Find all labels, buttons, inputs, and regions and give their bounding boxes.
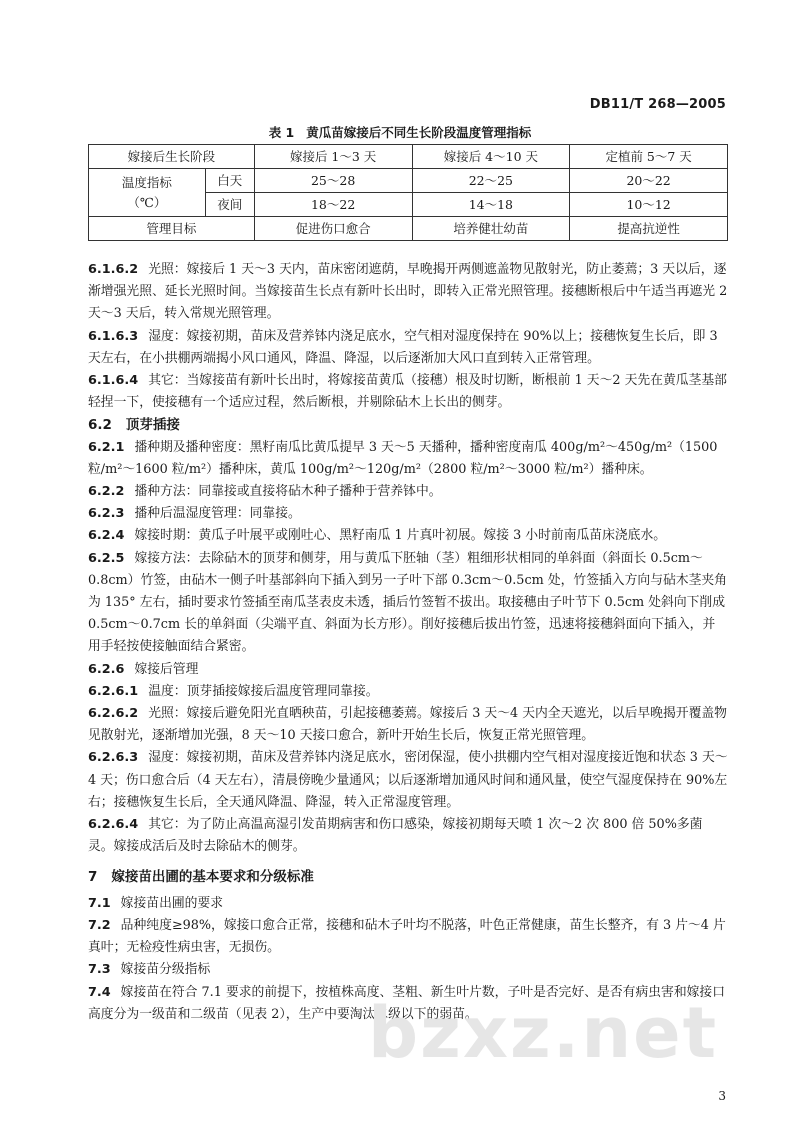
table-header-cell: 嫁接后 4～10 天 bbox=[412, 145, 570, 169]
clause-7-1 bbox=[88, 893, 728, 915]
clause-6-2-6-4 bbox=[88, 814, 728, 858]
section-number: 7 bbox=[88, 869, 98, 886]
temp-index-cell bbox=[89, 169, 206, 217]
clause-text: 播种方法：同靠接或直接将砧木种子播种于营养钵中。 bbox=[134, 484, 442, 500]
clause-7-2 bbox=[88, 915, 728, 959]
clause-text: 嫁接后管理 bbox=[134, 661, 199, 677]
clause-6-2-6-1 bbox=[88, 681, 728, 703]
clause-6-2-6-2 bbox=[88, 703, 728, 747]
page-number: 3 bbox=[718, 1089, 726, 1103]
night-label: 夜间 bbox=[205, 193, 254, 217]
table-row-day bbox=[89, 169, 728, 193]
table-cell: 提高抗逆性 bbox=[570, 217, 728, 241]
goal-label: 管理目标 bbox=[89, 217, 255, 241]
clause-text: 其它：当嫁接苗有新叶长出时，将嫁接苗黄瓜（接穗）根及时切断，断根前 1 天～2 天先在黄瓜茎基部轻捏一下，使接穗有一个适应过程，然后断根，并剔除砧木上长出的侧芽。 bbox=[88, 373, 727, 411]
clause-number: 7.4 bbox=[88, 984, 111, 1000]
watermark: bzxz.net bbox=[368, 992, 719, 1074]
clause-number: 6.2.6.2 bbox=[88, 706, 139, 722]
clause-text: 播种期及播种密度：黑籽南瓜比黄瓜提早 3 天～5 天播种，播种密度南瓜 400g/m²～450g/m²（1500 粒/m²～1600 粒/m²）播种床，黄瓜 100g/m²～120g/m²（2800 粒/m²～3000 粒/m²）播种床。 bbox=[88, 439, 718, 477]
clause-6-1-6-2 bbox=[88, 259, 728, 326]
clause-text: 其它：为了防止高温高湿引发苗期病害和伤口感染，嫁接初期每天喷 1 次～2 次 800 倍 50%多菌灵。嫁接成活后及时去除砧木的侧芽。 bbox=[88, 817, 703, 855]
clause-number: 6.2.1 bbox=[88, 439, 125, 455]
clause-6-2-6 bbox=[88, 659, 728, 681]
clause-number: 6.2.4 bbox=[88, 528, 125, 544]
clause-number: 6.1.6.4 bbox=[88, 373, 139, 389]
table-cell: 培养健壮幼苗 bbox=[412, 217, 570, 241]
document-body bbox=[88, 259, 728, 1026]
temp-index-label: 温度指标 bbox=[121, 174, 172, 190]
section-title: 顶芽插接 bbox=[125, 417, 180, 434]
clause-7-3 bbox=[88, 959, 728, 981]
clause-number: 6.2.3 bbox=[88, 506, 125, 522]
clause-number: 6.2.2 bbox=[88, 484, 125, 500]
clause-number: 6.1.6.2 bbox=[88, 262, 139, 277]
table-label: 表 1 bbox=[268, 125, 295, 140]
clause-text: 品种纯度≥98%，嫁接口愈合正常，接穗和砧木子叶均不脱落，叶色正常健康，苗生长整齐，有 3 片～4 片真叶；无检疫性病虫害，无损伤。 bbox=[88, 917, 726, 956]
clause-number: 6.2.6.1 bbox=[88, 683, 139, 699]
table-title bbox=[0, 123, 800, 141]
clause-text: 播种后温湿度管理：同靠接。 bbox=[134, 506, 301, 522]
clause-6-2-1 bbox=[88, 437, 728, 481]
temperature-table bbox=[88, 144, 728, 241]
table-row-goal bbox=[89, 217, 728, 241]
table-cell: 10～12 bbox=[570, 193, 728, 217]
clause-number: 7.1 bbox=[88, 895, 111, 911]
clause-text: 光照：嫁接后避免阳光直晒秧苗，引起接穗萎蔫。嫁接后 3 天～4 天内全天遮光，以后早晚揭开覆盖物见散射光，逐渐增加光强，8 天～10 天接口愈合，新叶开始生长后，恢复正常光照管理。 bbox=[88, 706, 727, 744]
clause-text: 嫁接时期：黄瓜子叶展平或刚吐心、黑籽南瓜 1 片真叶初展。嫁接 3 小时前南瓜苗床浇底水。 bbox=[134, 528, 667, 544]
clause-6-2-6-3 bbox=[88, 747, 728, 814]
clause-text: 嫁接苗在符合 7.1 要求的前提下，按植株高度、茎粗、新生叶片数，子叶是否完好、是否有病虫害和嫁接口高度分为一级苗和二级苗（见表 2），生产中要淘汰二级以下的弱苗。 bbox=[88, 984, 726, 1022]
table-cell: 22～25 bbox=[412, 169, 570, 193]
section-heading-6-2 bbox=[88, 414, 728, 436]
temp-index-unit: （℃） bbox=[127, 194, 167, 210]
section-number: 6.2 bbox=[88, 417, 112, 434]
table-cell: 促进伤口愈合 bbox=[254, 217, 412, 241]
clause-6-1-6-3 bbox=[88, 326, 728, 370]
table-header-row bbox=[89, 145, 728, 169]
clause-text: 光照：嫁接后 1 天～3 天内，苗床密闭遮荫，早晚揭开两侧遮盖物见散射光，防止萎蔫；3 天以后，逐渐增强光照、延长光照时间。当嫁接苗生长点有新叶长出时，即转入正常光照管理。接穗断根后中午适当再遮光 2 天～3 天后，转入常规光照管理。 bbox=[88, 262, 728, 322]
clause-6-2-3 bbox=[88, 503, 728, 525]
clause-number: 6.1.6.3 bbox=[88, 328, 139, 344]
table-cell: 18～22 bbox=[254, 193, 412, 217]
clause-text: 温度：顶芽插接嫁接后温度管理同靠接。 bbox=[148, 683, 379, 699]
clause-number: 6.2.5 bbox=[88, 550, 125, 566]
clause-6-2-2 bbox=[88, 481, 728, 503]
clause-number: 7.2 bbox=[88, 917, 111, 933]
table-cell: 14～18 bbox=[412, 193, 570, 217]
table-header-cell: 嫁接后生长阶段 bbox=[89, 145, 255, 169]
day-label: 白天 bbox=[205, 169, 254, 193]
table-cell: 25～28 bbox=[254, 169, 412, 193]
clause-number: 6.2.6.3 bbox=[88, 750, 139, 766]
clause-number: 6.2.6.4 bbox=[88, 817, 139, 833]
clause-text: 嫁接苗分级指标 bbox=[120, 962, 211, 978]
standard-code: DB11/T 268—2005 bbox=[589, 97, 726, 112]
section-heading-7 bbox=[88, 866, 728, 888]
clause-text: 湿度：嫁接初期，苗床及营养钵内浇足底水，密闭保湿，使小拱棚内空气相对湿度接近饱和状态 3 天～4 天；伤口愈合后（4 天左右），清晨傍晚少量通风；以后逐渐增加通风时间和通风量，使空气湿度保持在 90%左右；接穗恢复生长后，全天通风降温、降湿，转入正常湿度管理。 bbox=[88, 750, 728, 810]
table-header-cell: 嫁接后 1～3 天 bbox=[254, 145, 412, 169]
table-header-cell: 定植前 5～7 天 bbox=[570, 145, 728, 169]
clause-number: 7.3 bbox=[88, 962, 111, 978]
clause-6-2-4 bbox=[88, 525, 728, 547]
table-title-text: 黄瓜苗嫁接后不同生长阶段温度管理指标 bbox=[306, 125, 532, 140]
table-cell: 20～22 bbox=[570, 169, 728, 193]
clause-text: 嫁接苗出圃的要求 bbox=[120, 895, 224, 911]
clause-number: 6.2.6 bbox=[88, 661, 125, 677]
clause-6-1-6-4 bbox=[88, 370, 728, 414]
clause-6-2-5 bbox=[88, 548, 728, 659]
clause-text: 湿度：嫁接初期，苗床及营养钵内浇足底水，空气相对湿度保持在 90%以上；接穗恢复生长后，即 3 天左右，在小拱棚两端揭小风口通风，降温、降湿，以后逐渐加大风口直到转入正常管理。 bbox=[88, 328, 718, 366]
clause-text: 嫁接方法：去除砧木的顶芽和侧芽，用与黄瓜下胚轴（茎）粗细形状相同的单斜面（斜面长 0.5cm～0.8cm）竹签，由砧木一侧子叶基部斜向下插入到另一子叶下部 0.3cm～0.5cm 处，竹签插入方向与砧木茎夹角为 135° 左右，插时要求竹签插至南瓜茎表皮未透，插后竹签暂不拔出。取接穗由子叶节下 0.5cm 处斜向下削成 0.5cm～0.7cm 长的单斜面（尖端平直、斜面为长方形）。削好接穗后拔出竹签，迅速将接穗斜面向下插入，并用手轻按使接触面结合紧密。 bbox=[88, 550, 727, 655]
section-title: 嫁接苗出圃的基本要求和分级标准 bbox=[111, 869, 314, 886]
